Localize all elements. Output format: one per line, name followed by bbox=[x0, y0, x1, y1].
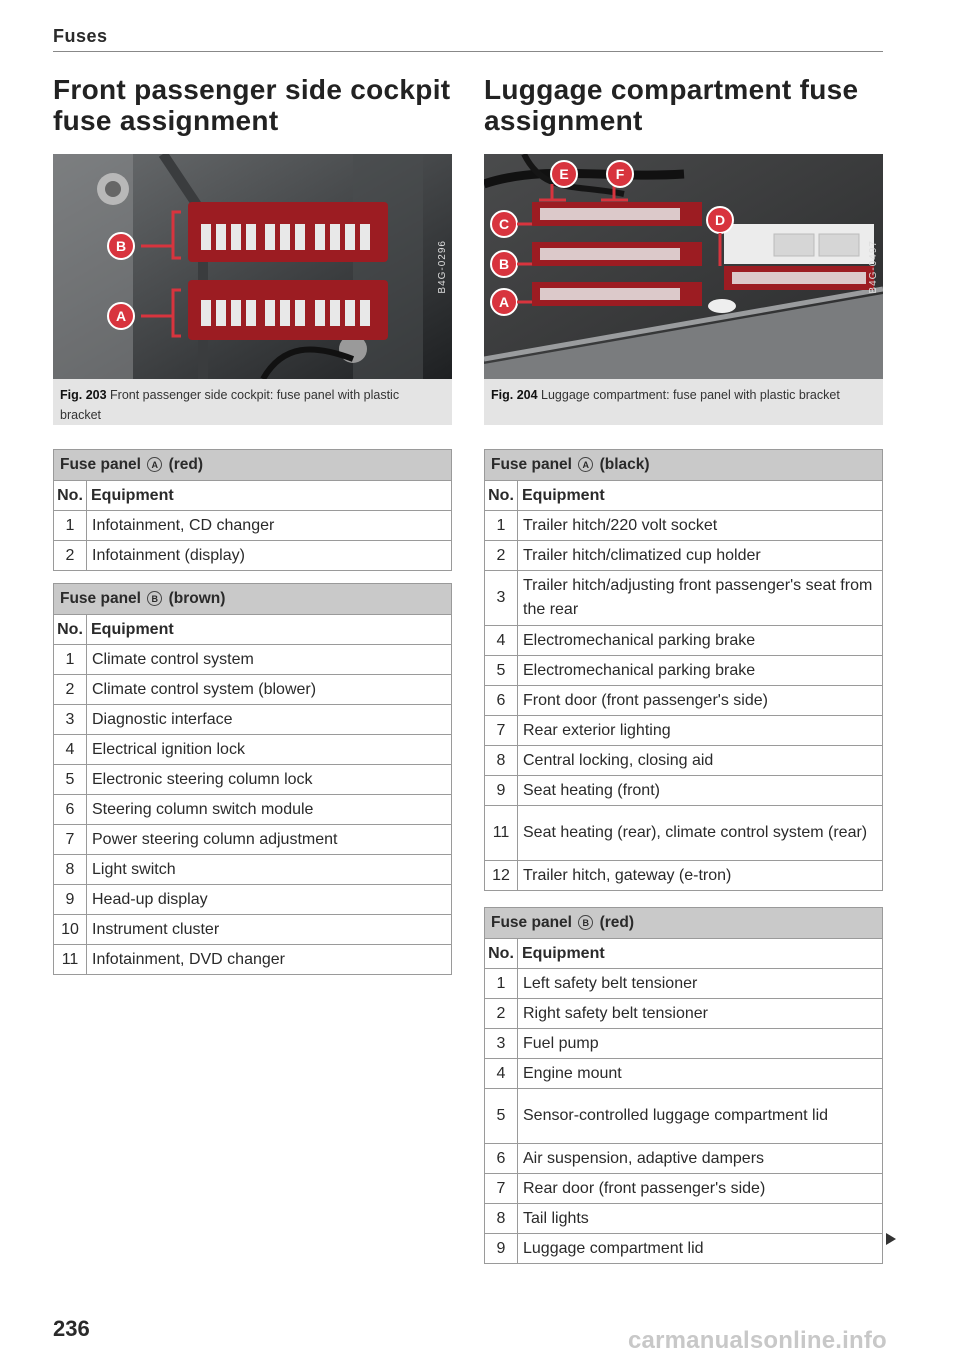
fuse-number: 7 bbox=[485, 1174, 518, 1204]
fuse-number: 6 bbox=[54, 795, 87, 825]
badge-a-icon: A bbox=[147, 457, 162, 472]
fuse-number: 2 bbox=[54, 541, 87, 571]
left-column bbox=[53, 74, 452, 975]
fuse-equipment: Infotainment (display) bbox=[87, 541, 452, 571]
fuse-number: 5 bbox=[54, 765, 87, 795]
table-row bbox=[54, 675, 452, 705]
table-row bbox=[54, 765, 452, 795]
svg-text:F: F bbox=[615, 166, 625, 182]
fuse-number: 3 bbox=[485, 1029, 518, 1059]
fuse-equipment: Climate control system (blower) bbox=[87, 675, 452, 705]
fuse-number: 1 bbox=[485, 969, 518, 999]
table-row bbox=[485, 1144, 883, 1174]
table-row bbox=[54, 945, 452, 975]
fuse-number: 4 bbox=[485, 1059, 518, 1089]
fuse-equipment: Power steering column adjustment bbox=[87, 825, 452, 855]
table-title: Fuse panel B (brown) bbox=[54, 584, 452, 615]
fuse-number: 11 bbox=[485, 806, 518, 861]
fuse-equipment: Seat heating (front) bbox=[518, 776, 883, 806]
table-row bbox=[54, 511, 452, 541]
fuse-number: 4 bbox=[54, 735, 87, 765]
table-row bbox=[485, 1174, 883, 1204]
column-header-no: No. bbox=[54, 481, 87, 511]
table-row bbox=[54, 541, 452, 571]
fuse-number: 5 bbox=[485, 1089, 518, 1144]
svg-text:E: E bbox=[559, 166, 569, 182]
fuse-equipment: Fuel pump bbox=[518, 1029, 883, 1059]
table-row bbox=[485, 1234, 883, 1264]
badge-a-icon: A bbox=[578, 457, 593, 472]
fuse-number: 3 bbox=[54, 705, 87, 735]
fuse-number: 1 bbox=[485, 511, 518, 541]
fuse-equipment: Central locking, closing aid bbox=[518, 746, 883, 776]
badge-b-icon: B bbox=[578, 915, 593, 930]
fuse-table-left-b bbox=[53, 583, 452, 975]
fuse-table-right-b bbox=[484, 907, 883, 1264]
table-row bbox=[485, 1029, 883, 1059]
table-body bbox=[54, 511, 452, 571]
table-row bbox=[485, 626, 883, 656]
figure-caption: Fig. 203 Front passenger side cockpit: fuse panel with plastic bracket bbox=[60, 388, 400, 422]
fuse-equipment: Steering column switch module bbox=[87, 795, 452, 825]
table-row bbox=[485, 571, 883, 626]
table-title: Fuse panel A (black) bbox=[485, 450, 883, 481]
fuse-number: 2 bbox=[54, 675, 87, 705]
fuse-equipment: Infotainment, DVD changer bbox=[87, 945, 452, 975]
svg-text:A: A bbox=[498, 294, 510, 310]
fuse-number: 7 bbox=[485, 716, 518, 746]
table-row bbox=[485, 776, 883, 806]
fuse-number: 9 bbox=[485, 776, 518, 806]
badge-b-icon: B bbox=[147, 591, 162, 606]
table-title: Fuse panel A (red) bbox=[54, 450, 452, 481]
column-header-equipment: Equipment bbox=[87, 481, 452, 511]
table-row bbox=[485, 1204, 883, 1234]
left-title: Front passenger side cockpit fuse assignment bbox=[53, 74, 451, 136]
fuse-equipment: Electromechanical parking brake bbox=[518, 656, 883, 686]
fuse-number: 8 bbox=[54, 855, 87, 885]
fuse-equipment: Trailer hitch, gateway (e-tron) bbox=[518, 861, 883, 891]
fuse-equipment: Rear door (front passenger's side) bbox=[518, 1174, 883, 1204]
fuse-equipment: Rear exterior lighting bbox=[518, 716, 883, 746]
fuse-number: 9 bbox=[485, 1234, 518, 1264]
fuse-equipment: Right safety belt tensioner bbox=[518, 999, 883, 1029]
column-header-no: No. bbox=[54, 615, 87, 645]
table-row bbox=[485, 686, 883, 716]
column-header-equipment: Equipment bbox=[87, 615, 452, 645]
fuse-number: 12 bbox=[485, 861, 518, 891]
fuse-equipment: Trailer hitch/adjusting front passenger's seat from the rear bbox=[518, 571, 883, 626]
luggage-fuse-photo bbox=[484, 154, 883, 379]
column-header-no: No. bbox=[485, 481, 518, 511]
table-row bbox=[54, 915, 452, 945]
fuse-equipment: Electronic steering column lock bbox=[87, 765, 452, 795]
figure-204 bbox=[484, 154, 883, 425]
fuse-equipment: Left safety belt tensioner bbox=[518, 969, 883, 999]
table-row bbox=[485, 806, 883, 861]
table-row bbox=[54, 705, 452, 735]
table-row bbox=[54, 825, 452, 855]
table-row bbox=[485, 656, 883, 686]
fuse-number: 9 bbox=[54, 885, 87, 915]
table-row bbox=[54, 885, 452, 915]
continue-arrow-icon bbox=[886, 1233, 896, 1245]
fuse-number: 6 bbox=[485, 1144, 518, 1174]
fuse-number: 5 bbox=[485, 656, 518, 686]
table-row bbox=[485, 746, 883, 776]
fuse-number: 8 bbox=[485, 746, 518, 776]
svg-text:D: D bbox=[714, 212, 726, 228]
fuse-equipment: Air suspension, adaptive dampers bbox=[518, 1144, 883, 1174]
table-row bbox=[485, 969, 883, 999]
fuse-equipment: Tail lights bbox=[518, 1204, 883, 1234]
fuse-equipment: Diagnostic interface bbox=[87, 705, 452, 735]
fuse-equipment: Head-up display bbox=[87, 885, 452, 915]
fuse-number: 2 bbox=[485, 541, 518, 571]
fuse-equipment: Trailer hitch/220 volt socket bbox=[518, 511, 883, 541]
svg-text:B: B bbox=[498, 256, 510, 272]
figure-caption: Fig. 204 Luggage compartment: fuse panel with plastic bracket bbox=[491, 388, 840, 402]
fuse-number: 11 bbox=[54, 945, 87, 975]
fuse-number: 4 bbox=[485, 626, 518, 656]
fuse-equipment: Trailer hitch/climatized cup holder bbox=[518, 541, 883, 571]
column-header-no: No. bbox=[485, 939, 518, 969]
table-row bbox=[485, 541, 883, 571]
table-row bbox=[485, 716, 883, 746]
fuse-table-right-a bbox=[484, 449, 883, 891]
fuse-equipment: Instrument cluster bbox=[87, 915, 452, 945]
fuse-equipment: Light switch bbox=[87, 855, 452, 885]
fuse-number: 1 bbox=[54, 645, 87, 675]
section-header: Fuses bbox=[53, 26, 108, 46]
column-header-equipment: Equipment bbox=[518, 481, 883, 511]
fuse-number: 10 bbox=[54, 915, 87, 945]
fuse-number: 1 bbox=[54, 511, 87, 541]
fuse-number: 2 bbox=[485, 999, 518, 1029]
table-body bbox=[485, 511, 883, 891]
fuse-table-left-a bbox=[53, 449, 452, 571]
table-row bbox=[485, 1059, 883, 1089]
right-column bbox=[484, 74, 883, 1264]
fuse-number: 6 bbox=[485, 686, 518, 716]
fuse-equipment: Engine mount bbox=[518, 1059, 883, 1089]
fuse-equipment: Sensor-controlled luggage compartment lid bbox=[518, 1089, 883, 1144]
table-row bbox=[485, 999, 883, 1029]
fuse-number: 3 bbox=[485, 571, 518, 626]
table-row bbox=[54, 855, 452, 885]
fuse-equipment: Seat heating (rear), climate control system (rear) bbox=[518, 806, 883, 861]
fuse-equipment: Front door (front passenger's side) bbox=[518, 686, 883, 716]
fuse-number: 7 bbox=[54, 825, 87, 855]
page-number: 236 bbox=[53, 1316, 90, 1341]
fuse-equipment: Electrical ignition lock bbox=[87, 735, 452, 765]
table-title: Fuse panel B (red) bbox=[485, 908, 883, 939]
table-row bbox=[54, 795, 452, 825]
table-row bbox=[54, 645, 452, 675]
svg-text:A: A bbox=[115, 308, 127, 324]
header-rule bbox=[53, 51, 883, 52]
table-body bbox=[54, 645, 452, 975]
fuse-equipment: Luggage compartment lid bbox=[518, 1234, 883, 1264]
column-header-equipment: Equipment bbox=[518, 939, 883, 969]
fuse-equipment: Climate control system bbox=[87, 645, 452, 675]
fuse-number: 8 bbox=[485, 1204, 518, 1234]
table-row bbox=[54, 735, 452, 765]
fuse-equipment: Infotainment, CD changer bbox=[87, 511, 452, 541]
svg-text:C: C bbox=[498, 216, 510, 232]
table-body bbox=[485, 969, 883, 1264]
fuse-equipment: Electromechanical parking brake bbox=[518, 626, 883, 656]
svg-text:B: B bbox=[115, 238, 127, 254]
table-row bbox=[485, 861, 883, 891]
figure-code: B4G-0497 bbox=[867, 239, 879, 294]
table-row bbox=[485, 1089, 883, 1144]
watermark: carmanualsonline.info bbox=[628, 1327, 887, 1354]
table-row bbox=[485, 511, 883, 541]
cockpit-fuse-photo bbox=[53, 154, 452, 379]
figure-code: B4G-0296 bbox=[436, 239, 448, 294]
right-title: Luggage compartment fuse assignment bbox=[484, 74, 859, 136]
figure-203 bbox=[53, 154, 452, 425]
